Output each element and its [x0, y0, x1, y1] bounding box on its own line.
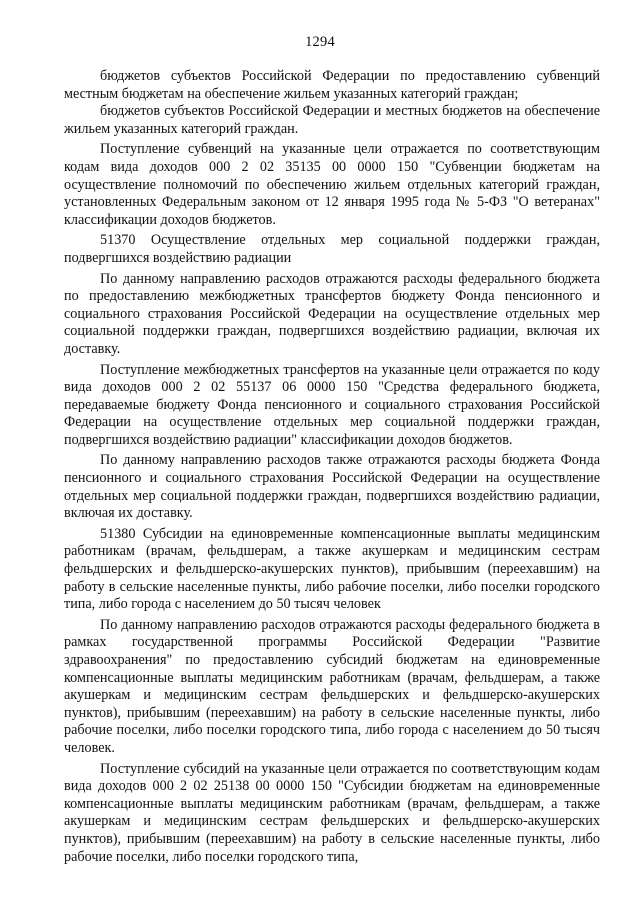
- document-body: [64, 68, 600, 866]
- paragraph-5: По данному направлению расходов отражаются расходы федерального бюджета по предоставлению межбюджетных трансфертов бюджету Фонда пенсионного и социального страхования Российской Федерации на осуществление отдельных мер социальной поддержки граждан, подвергшихся воздействию радиации, включая их доставку.: [64, 270, 600, 357]
- paragraph-9: По данному направлению расходов отражаются расходы федерального бюджета в рамках государственной программы Российской Федерации "Развитие здравоохранения" по предоставлению субсидий бюджетам на единовременные компенсационные выплаты медицинским работникам (врачам, фельдшерам, а также акушеркам и медицинским сестрам фельдшерских и фельдшерско-акушерских пунктов), прибывшим (переехавшим) на работу в сельские населенные пункты, либо рабочие поселки, либо поселки городского типа, либо города с населением до 50 тысяч человек.: [64, 616, 600, 756]
- section-heading-51370: 51370 Осуществление отдельных мер социальной поддержки граждан, подвергшихся воздействию радиации: [64, 232, 600, 266]
- paragraph-7: По данному направлению расходов также отражаются расходы бюджета Фонда пенсионного и социального страхования Российской Федерации на осуществление отдельных мер социальной поддержки граждан, подвергшихся воздействию радиации, включая их доставку.: [64, 452, 600, 522]
- paragraph-6: Поступление межбюджетных трансфертов на указанные цели отражается по коду вида доходов 000 2 02 55137 06 0000 150 "Средства федерального бюджета, передаваемые бюджету Фонда пенсионного и социального страхования Российской Федерации на осуществление отдельных мер социальной поддержки граждан, подвергшихся воздействию радиации" классификации доходов бюджетов.: [64, 361, 600, 448]
- paragraph-2: бюджетов субъектов Российской Федерации и местных бюджетов на обеспечение жильем указанных категорий граждан.: [64, 103, 600, 137]
- paragraph-1: бюджетов субъектов Российской Федерации по предоставлению субвенций местным бюджетам на обеспечение жильем указанных категорий граждан;: [64, 68, 600, 102]
- page-number: 1294: [305, 34, 335, 50]
- paragraph-10: Поступление субсидий на указанные цели отражается по соответствующим кодам вида доходов 000 2 02 25138 00 0000 150 "Субсидии бюджетам на единовременные компенсационные выплаты медицинским работникам (врачам, фельдшерам, а также акушеркам и медицинским сестрам фельдшерских и фельдшерско-акушерских пунктов), прибывшим (переехавшим) на работу в сельские населенные пункты, либо рабочие поселки, либо поселки городского типа,: [64, 760, 600, 865]
- paragraph-3: Поступление субвенций на указанные цели отражается по соответствующим кодам вида доходов 000 2 02 35135 00 0000 150 "Субвенции бюджетам на осуществление полномочий по обеспечению жильем отдельных категорий граждан, установленных Федеральным законом от 12 января 1995 года № 5-ФЗ "О ветеранах" классификации доходов бюджетов.: [64, 141, 600, 228]
- section-heading-51380: 51380 Субсидии на единовременные компенсационные выплаты медицинским работникам (врачам, фельдшерам, а также акушеркам и медицинским сестрам фельдшерских и фельдшерско-акушерских пунктов), прибывшим (переехавшим) на работу в сельские населенные пункты, либо рабочие поселки, либо поселки городского типа, либо города с населением до 50 тысяч человек: [64, 525, 600, 613]
